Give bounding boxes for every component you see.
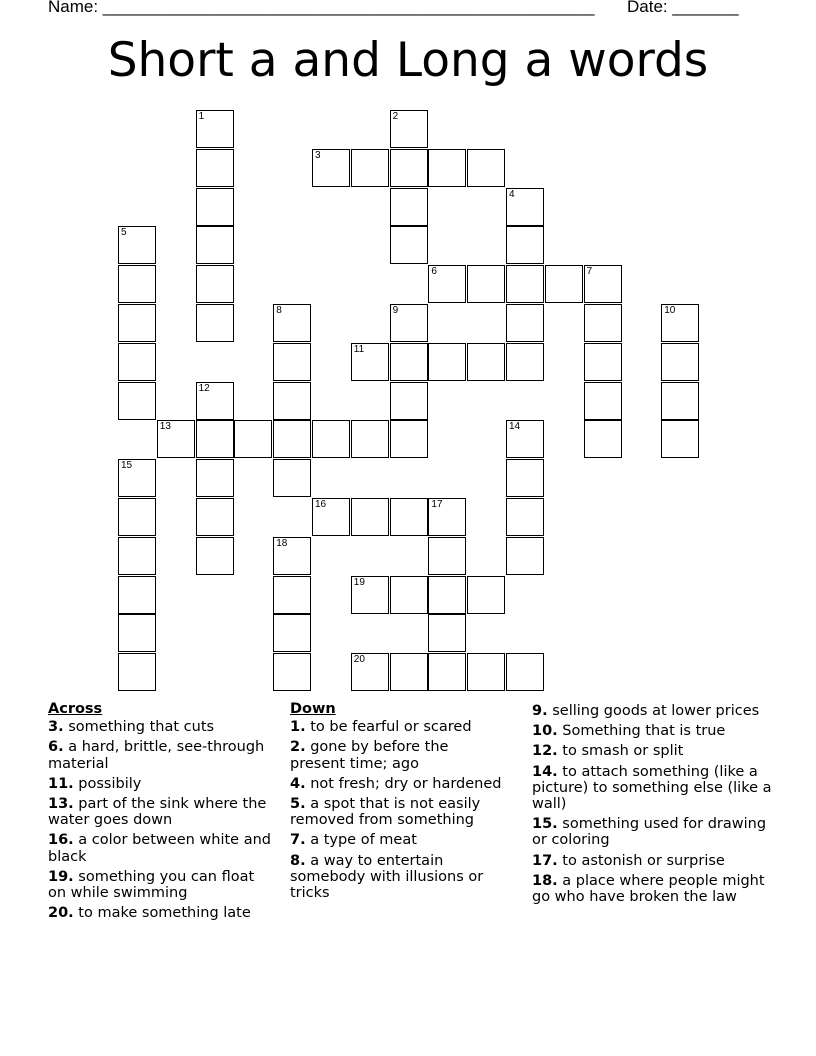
grid-cell[interactable] (506, 304, 544, 342)
clue-text: not fresh; dry or hardened (310, 775, 502, 792)
clue-number: 8. (290, 852, 306, 869)
down-clue (532, 873, 772, 905)
grid-cell[interactable] (351, 343, 389, 381)
clue-text: part of the sink where the water goes down (48, 796, 267, 829)
grid-cell[interactable] (506, 420, 544, 458)
grid-cell[interactable] (428, 149, 466, 187)
grid-cell[interactable] (467, 576, 505, 614)
clue-number: 5. (290, 796, 306, 813)
grid-cell[interactable] (196, 537, 234, 575)
clue-number-label: 5 (121, 227, 127, 239)
grid-cell[interactable] (428, 265, 466, 303)
grid-cell[interactable] (661, 343, 699, 381)
clue-number-label: 3 (315, 149, 321, 161)
clue-number: 11. (48, 775, 74, 792)
grid-cell[interactable] (273, 537, 311, 575)
grid-cell[interactable] (196, 110, 234, 148)
clue-number-label: 10 (664, 305, 676, 316)
clue-number: 3. (48, 719, 64, 736)
grid-cell[interactable] (118, 614, 156, 652)
clue-number-label: 14 (509, 421, 521, 433)
grid-cell[interactable] (506, 498, 544, 536)
grid-cell[interactable] (584, 343, 622, 381)
clue-text: a way to entertain somebody with illusions or tricks (290, 852, 484, 902)
across-clues (48, 701, 273, 925)
grid-cell[interactable] (390, 343, 428, 381)
grid-cell[interactable] (118, 537, 156, 575)
grid-cell[interactable] (506, 188, 544, 226)
clue-text: to smash or split (562, 743, 684, 760)
clue-text: to be fearful or scared (310, 719, 472, 736)
grid-cell[interactable] (273, 420, 311, 458)
clue-number: 14. (532, 763, 558, 780)
down-clue (290, 776, 505, 792)
grid-cell[interactable] (351, 420, 389, 458)
grid-cell[interactable] (118, 265, 156, 303)
grid-cell[interactable] (390, 149, 428, 187)
clue-number: 7. (290, 832, 306, 849)
grid-cell[interactable] (196, 420, 234, 458)
across-clue (48, 739, 273, 771)
down-clue (290, 832, 505, 848)
grid-cell[interactable] (312, 149, 350, 187)
grid-cell[interactable] (390, 576, 428, 614)
clue-number: 20. (48, 905, 74, 922)
grid-cell[interactable] (584, 304, 622, 342)
clue-number: 16. (48, 832, 74, 849)
clue-text: a place where people might go who have broken the law (532, 872, 765, 906)
grid-cell[interactable] (390, 226, 428, 264)
clue-number-label: 20 (353, 654, 365, 666)
grid-cell[interactable] (661, 304, 699, 342)
grid-cell[interactable] (196, 498, 234, 536)
down-clue (532, 853, 772, 869)
clue-number: 4. (290, 775, 306, 792)
grid-cell[interactable] (584, 265, 622, 303)
clue-text: Something that is true (562, 723, 726, 740)
grid-cell[interactable] (118, 343, 156, 381)
grid-cell[interactable] (390, 420, 428, 458)
clue-number: 19. (48, 868, 74, 885)
down-clue (290, 853, 505, 902)
grid-cell[interactable] (506, 459, 544, 497)
clue-number-label: 11 (353, 343, 365, 355)
clue-number-label: 8 (276, 305, 282, 316)
down-clue (532, 703, 772, 719)
date-field-label: Date: _______ (627, 0, 739, 16)
grid-cell[interactable] (467, 265, 505, 303)
down-heading: Down (290, 701, 336, 717)
grid-cell[interactable] (351, 498, 389, 536)
down-clue (290, 739, 505, 771)
grid-cell[interactable] (196, 265, 234, 303)
grid-cell[interactable] (273, 459, 311, 497)
grid-cell[interactable] (118, 498, 156, 536)
clue-number-label: 6 (431, 266, 437, 278)
grid-cell[interactable] (506, 653, 544, 691)
grid-cell[interactable] (428, 614, 466, 652)
clue-number: 1. (290, 719, 306, 736)
grid-cell[interactable] (467, 149, 505, 187)
across-clue (48, 869, 273, 901)
down-clue (532, 816, 772, 848)
grid-cell[interactable] (390, 304, 428, 342)
grid-cell[interactable] (661, 420, 699, 458)
clue-number-label: 17 (431, 499, 443, 510)
grid-cell[interactable] (506, 343, 544, 381)
grid-cell[interactable] (351, 653, 389, 691)
clue-text: something that cuts (68, 719, 215, 736)
clue-number-label: 9 (392, 305, 399, 316)
clue-number: 6. (48, 739, 64, 756)
grid-cell[interactable] (467, 343, 505, 381)
clue-number-label: 4 (509, 188, 515, 200)
clue-text: gone by before the present time; ago (290, 739, 449, 772)
clue-text: selling goods at lower prices (552, 703, 760, 719)
grid-cell[interactable] (506, 226, 544, 264)
grid-cell[interactable] (118, 304, 156, 342)
grid-cell[interactable] (351, 149, 389, 187)
clue-number: 2. (290, 739, 306, 756)
grid-cell[interactable] (273, 576, 311, 614)
across-clue (48, 905, 273, 921)
grid-cell[interactable] (467, 653, 505, 691)
clue-number-label: 15 (121, 460, 133, 472)
clue-number-label: 2 (392, 111, 399, 122)
grid-cell[interactable] (390, 188, 428, 226)
clue-text: a type of meat (310, 832, 417, 849)
grid-cell[interactable] (196, 226, 234, 264)
clue-text: to attach something (like a picture) to something else (like a wall) (532, 763, 772, 813)
across-clue (48, 832, 273, 864)
grid-cell[interactable] (196, 459, 234, 497)
across-heading: Across (48, 701, 103, 717)
page-title: Short a and Long a words (107, 33, 709, 88)
across-clue (48, 719, 273, 735)
grid-cell[interactable] (428, 576, 466, 614)
grid-cell[interactable] (196, 304, 234, 342)
grid-cell[interactable] (273, 614, 311, 652)
down-clues-column-2 (532, 703, 772, 909)
grid-cell[interactable] (428, 653, 466, 691)
clue-number: 15. (532, 816, 558, 833)
grid-cell[interactable] (428, 537, 466, 575)
clue-text: to astonish or surprise (562, 852, 725, 869)
grid-cell[interactable] (273, 382, 311, 420)
grid-cell[interactable] (118, 226, 156, 264)
grid-cell[interactable] (273, 653, 311, 691)
grid-cell[interactable] (196, 382, 234, 420)
clue-number-label: 19 (353, 576, 365, 588)
grid-cell[interactable] (118, 653, 156, 691)
grid-cell[interactable] (157, 420, 195, 458)
clue-number: 9. (532, 703, 548, 719)
down-clue (532, 723, 772, 739)
down-clue (290, 719, 505, 735)
clue-number-label: 16 (315, 499, 327, 510)
clue-number-label: 12 (198, 382, 210, 394)
down-clues-column-1 (290, 701, 505, 905)
across-clue (48, 776, 273, 792)
clue-number-label: 7 (586, 266, 593, 278)
grid-cell[interactable] (390, 653, 428, 691)
grid-cell[interactable] (118, 382, 156, 420)
down-clue (532, 764, 772, 813)
grid-cell[interactable] (390, 382, 428, 420)
clue-number: 12. (532, 743, 558, 760)
down-clue (532, 743, 772, 759)
clue-number-label: 1 (198, 111, 205, 122)
clue-text: a hard, brittle, see-through material (48, 739, 265, 772)
grid-cell[interactable] (118, 459, 156, 497)
grid-cell[interactable] (273, 304, 311, 342)
grid-cell[interactable] (661, 382, 699, 420)
grid-cell[interactable] (545, 265, 583, 303)
grid-cell[interactable] (506, 537, 544, 575)
clue-number-label: 18 (276, 537, 288, 549)
grid-cell[interactable] (234, 420, 272, 458)
grid-cell[interactable] (390, 110, 428, 148)
name-field-label: Name: ____________________________________________________ (48, 0, 595, 16)
grid-cell[interactable] (390, 498, 428, 536)
across-clue (48, 796, 273, 828)
grid-cell[interactable] (428, 498, 466, 536)
grid-cell[interactable] (273, 343, 311, 381)
grid-cell[interactable] (584, 420, 622, 458)
grid-cell[interactable] (312, 420, 350, 458)
grid-cell[interactable] (196, 188, 234, 226)
grid-cell[interactable] (506, 265, 544, 303)
grid-cell[interactable] (118, 576, 156, 614)
down-clue (290, 796, 505, 828)
grid-cell[interactable] (351, 576, 389, 614)
grid-cell[interactable] (428, 343, 466, 381)
clue-number: 18. (532, 872, 558, 889)
clue-number: 10. (532, 723, 558, 740)
clue-text: something you can float on while swimming (48, 868, 255, 902)
clue-text: a color between white and black (48, 832, 271, 865)
clue-text: possibily (78, 775, 142, 792)
grid-cell[interactable] (312, 498, 350, 536)
clue-text: a spot that is not easily removed from something (290, 796, 481, 829)
grid-cell[interactable] (584, 382, 622, 420)
clue-number-label: 13 (159, 421, 171, 433)
clue-text: something used for drawing or coloring (532, 816, 767, 849)
grid-cell[interactable] (196, 149, 234, 187)
clue-number: 17. (532, 852, 558, 869)
clue-text: to make something late (78, 905, 251, 922)
clue-number: 13. (48, 796, 74, 813)
